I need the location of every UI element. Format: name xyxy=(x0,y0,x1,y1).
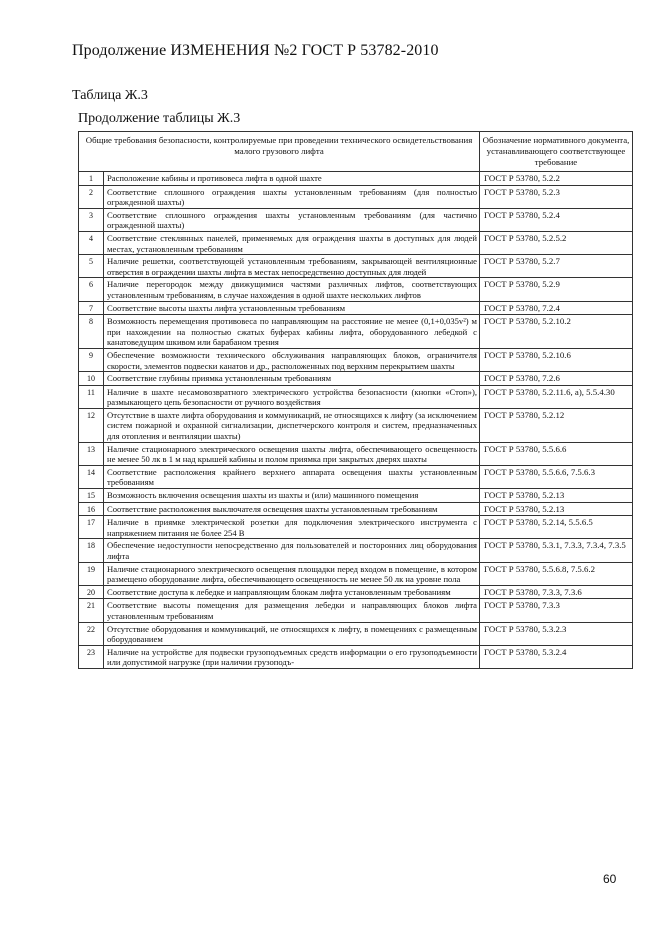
table-row xyxy=(79,502,633,516)
row-requirement: Наличие стационарного электрического освещения площадки перед входом в помещение, в котором размещено оборудование лифта, обеспечивающего освещенность не менее 50 лк на уровне пола xyxy=(104,562,480,585)
table-row xyxy=(79,315,633,349)
row-number: 14 xyxy=(79,465,104,488)
row-requirement: Соответствие глубины приямка установленным требованиям xyxy=(104,372,480,386)
row-requirement: Соответствие стеклянных панелей, применяемых для ограждения шахты в доступных для людей местах, установленным требованиям xyxy=(104,231,480,254)
table-row xyxy=(79,348,633,371)
table-row xyxy=(79,172,633,186)
row-number: 10 xyxy=(79,372,104,386)
row-reference: ГОСТ Р 53780, 5.3.2.4 xyxy=(480,645,633,668)
table-row xyxy=(79,585,633,599)
table-row xyxy=(79,562,633,585)
row-requirement: Обеспечение возможности технического обслуживания направляющих блоков, ограничителя скорости, элементов подвески канатов и др., расположенных под верхним перекрытием шахты xyxy=(104,348,480,371)
table-row xyxy=(79,516,633,539)
row-number: 2 xyxy=(79,185,104,208)
table-row xyxy=(79,301,633,315)
row-reference: ГОСТ Р 53780, 5.5.6.6 xyxy=(480,442,633,465)
row-reference: ГОСТ Р 53780, 5.2.13 xyxy=(480,502,633,516)
table-row xyxy=(79,255,633,278)
row-number: 9 xyxy=(79,348,104,371)
row-requirement: Соответствие высоты помещения для размещения лебедки и направляющих блоков лифта установленным требованиям xyxy=(104,599,480,622)
row-number: 6 xyxy=(79,278,104,301)
row-number: 5 xyxy=(79,255,104,278)
row-number: 17 xyxy=(79,516,104,539)
row-reference: ГОСТ Р 53780, 5.2.13 xyxy=(480,489,633,503)
row-requirement: Соответствие высоты шахты лифта установленным требованиям xyxy=(104,301,480,315)
row-number: 4 xyxy=(79,231,104,254)
row-reference: ГОСТ Р 53780, 5.5.6.6, 7.5.6.3 xyxy=(480,465,633,488)
requirements-table xyxy=(78,131,633,669)
row-reference: ГОСТ Р 53780, 5.5.6.8, 7.5.6.2 xyxy=(480,562,633,585)
table-row xyxy=(79,208,633,231)
table-body xyxy=(79,172,633,669)
row-number: 23 xyxy=(79,645,104,668)
table-row xyxy=(79,231,633,254)
row-reference: ГОСТ Р 53780, 5.2.10.2 xyxy=(480,315,633,349)
row-requirement: Соответствие сплошного ограждения шахты установленным требованиям (для полностью огражденной шахты) xyxy=(104,185,480,208)
table-header-row xyxy=(79,132,633,172)
page-number: 60 xyxy=(603,872,617,886)
row-number: 7 xyxy=(79,301,104,315)
row-number: 22 xyxy=(79,622,104,645)
row-reference: ГОСТ Р 53780, 5.2.12 xyxy=(480,408,633,442)
table-row xyxy=(79,185,633,208)
row-reference: ГОСТ Р 53780, 5.2.5.2 xyxy=(480,231,633,254)
row-reference: ГОСТ Р 53780, 5.2.9 xyxy=(480,278,633,301)
row-requirement: Наличие в приямке электрической розетки для подключения электрического инструмента с напряжением питания не более 254 В xyxy=(104,516,480,539)
row-requirement: Соответствие расположения крайнего верхнего аппарата освещения шахты установленным требованиям xyxy=(104,465,480,488)
table-row xyxy=(79,539,633,562)
row-number: 11 xyxy=(79,385,104,408)
row-number: 8 xyxy=(79,315,104,349)
row-reference: ГОСТ Р 53780, 5.2.7 xyxy=(480,255,633,278)
row-number: 19 xyxy=(79,562,104,585)
row-reference: ГОСТ Р 53780, 7.2.4 xyxy=(480,301,633,315)
table-row xyxy=(79,442,633,465)
row-requirement: Соответствие расположения выключателя освещения шахты установленным требованиям xyxy=(104,502,480,516)
row-number: 21 xyxy=(79,599,104,622)
row-reference: ГОСТ Р 53780, 5.2.14, 5.5.6.5 xyxy=(480,516,633,539)
table-row xyxy=(79,599,633,622)
row-reference: ГОСТ Р 53780, 5.2.3 xyxy=(480,185,633,208)
row-requirement: Возможность включения освещения шахты из шахты и (или) машинного помещения xyxy=(104,489,480,503)
row-requirement: Наличие на устройстве для подвески грузоподъемных средств информации о его грузоподъемности или допустимой нагрузке (при наличии грузоподъ- xyxy=(104,645,480,668)
table-row xyxy=(79,372,633,386)
page-header: Продолжение ИЗМЕНЕНИЯ №2 ГОСТ Р 53782-2010 xyxy=(72,42,439,59)
row-reference: ГОСТ Р 53780, 7.3.3 xyxy=(480,599,633,622)
row-reference: ГОСТ Р 53780, 5.2.4 xyxy=(480,208,633,231)
table-row xyxy=(79,489,633,503)
row-number: 13 xyxy=(79,442,104,465)
row-reference: ГОСТ Р 53780, 5.2.11.6, а), 5.5.4.30 xyxy=(480,385,633,408)
row-requirement: Отсутствие в шахте лифта оборудования и коммуникаций, не относящихся к лифту (за исключением систем пожарной и охранной сигнализации, диспетчерского контроля и систем, предназначенных для отопления и вентиляции шахты) xyxy=(104,408,480,442)
table-row xyxy=(79,645,633,668)
table-row xyxy=(79,278,633,301)
row-reference: ГОСТ Р 53780, 7.2.6 xyxy=(480,372,633,386)
row-requirement: Обеспечение недоступности непосредственно для пользователей и посторонних лиц оборудования лифта xyxy=(104,539,480,562)
row-requirement: Соответствие сплошного ограждения шахты установленным требованиям (для частично огражденной шахты) xyxy=(104,208,480,231)
row-requirement: Наличие стационарного электрического освещения шахты лифта, обеспечивающего освещенность не менее 50 лк в 1 м над крышей кабины и полом приямка при закрытых дверях шахты xyxy=(104,442,480,465)
column-header-requirement: Общие требования безопасности, контролируемые при проведении технического освидетельствования малого грузового лифта xyxy=(79,132,480,172)
row-number: 18 xyxy=(79,539,104,562)
table-row xyxy=(79,465,633,488)
table-subtitle: Продолжение таблицы Ж.3 xyxy=(78,111,241,126)
row-reference: ГОСТ Р 53780, 7.3.3, 7.3.6 xyxy=(480,585,633,599)
row-number: 16 xyxy=(79,502,104,516)
row-requirement: Наличие в шахте несамовозвратного электрического устройства безопасности (кнопки «Стоп»), размыкающего цепь безопасности от ручного воздействия xyxy=(104,385,480,408)
table-title: Таблица Ж.3 xyxy=(72,88,148,103)
row-reference: ГОСТ Р 53780, 5.2.2 xyxy=(480,172,633,186)
row-requirement: Соответствие доступа к лебедке и направляющим блокам лифта установленным требованиям xyxy=(104,585,480,599)
row-number: 15 xyxy=(79,489,104,503)
row-requirement: Отсутствие оборудования и коммуникаций, не относящихся к лифту, в помещениях с размещенным оборудованием xyxy=(104,622,480,645)
row-requirement: Наличие решетки, соответствующей установленным требованиям, закрывающей вентиляционные отверстия в ограждении шахты лифта в местах непосредственно доступных для людей xyxy=(104,255,480,278)
row-reference: ГОСТ Р 53780, 5.2.10.6 xyxy=(480,348,633,371)
row-requirement: Возможность перемещения противовеса по направляющим на расстояние не менее (0,1+0,035v²) м при нахождении на полностью сжатых буферах кабины лифта, оборудованного лебедкой с канатоведущим шкивом или барабаном трения xyxy=(104,315,480,349)
row-requirement: Наличие перегородок между движущимися частями различных лифтов, соответствующих установленным требованиям, в случае нахождения в одной шахте нескольких лифтов xyxy=(104,278,480,301)
row-requirement: Расположение кабины и противовеса лифта в одной шахте xyxy=(104,172,480,186)
row-number: 20 xyxy=(79,585,104,599)
table-row xyxy=(79,408,633,442)
row-number: 3 xyxy=(79,208,104,231)
row-reference: ГОСТ Р 53780, 5.3.2.3 xyxy=(480,622,633,645)
row-reference: ГОСТ Р 53780, 5.3.1, 7.3.3, 7.3.4, 7.3.5 xyxy=(480,539,633,562)
column-header-reference: Обозначение нормативного документа, устанавливающего соответствующее требование xyxy=(480,132,633,172)
table-row xyxy=(79,622,633,645)
row-number: 1 xyxy=(79,172,104,186)
table-row xyxy=(79,385,633,408)
row-number: 12 xyxy=(79,408,104,442)
